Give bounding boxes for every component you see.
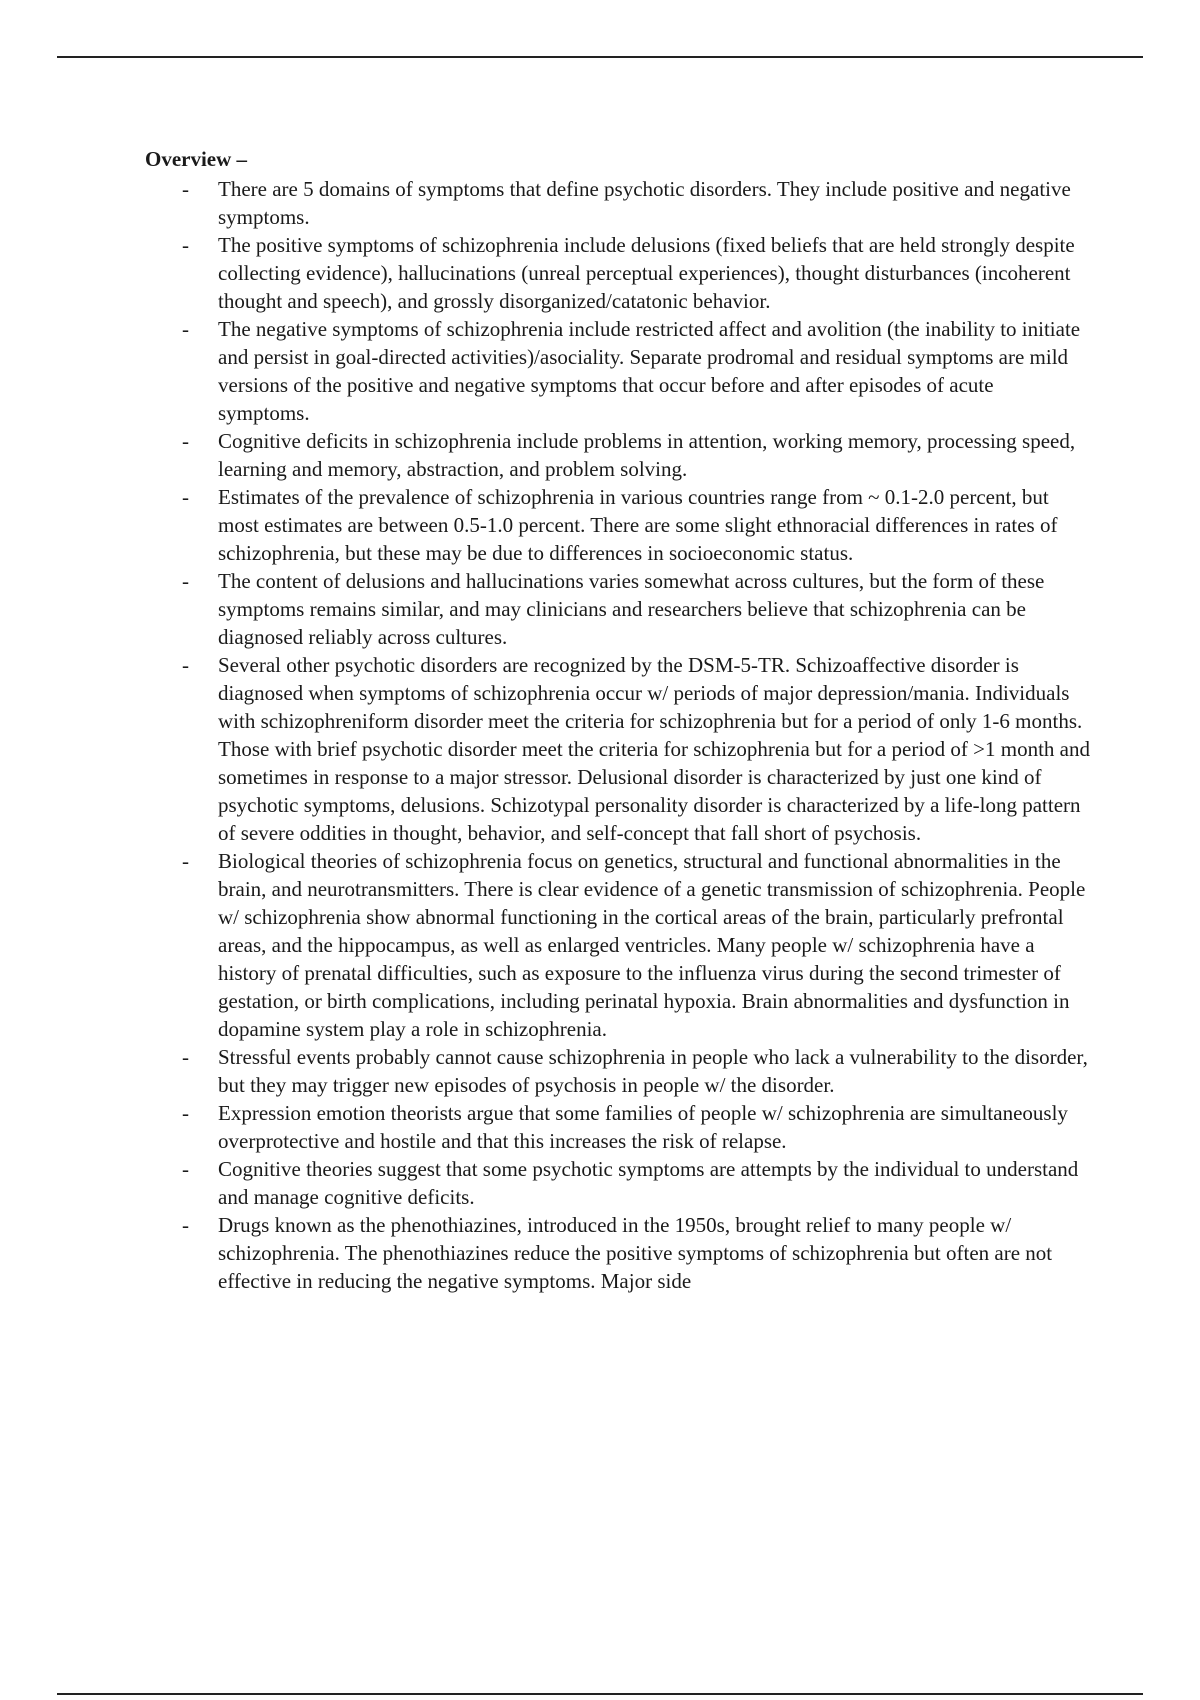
bullet-dash: - — [182, 569, 189, 593]
list-item — [145, 231, 1090, 315]
list-item-text: The content of delusions and hallucinations varies somewhat across cultures, but the form of these symptoms remains similar, and may clinicians and researchers believe that schizophrenia can be diagnosed reliably across cultures. — [218, 569, 1045, 649]
list-item-text: The negative symptoms of schizophrenia include restricted affect and avolition (the inability to initiate and persist in goal-directed activities)/asociality. Separate prodromal and residual symptoms are mild versions of the positive and negative symptoms that occur before and after episodes of acute symptoms. — [218, 317, 1081, 425]
bullet-dash: - — [182, 1213, 189, 1237]
list-item — [145, 567, 1090, 651]
list-item-text: Expression emotion theorists argue that some families of people w/ schizophrenia are simultaneously overprotective and hostile and that this increases the risk of relapse. — [218, 1101, 1068, 1153]
bullet-dash: - — [182, 485, 189, 509]
bullet-dash: - — [182, 849, 189, 873]
bullet-dash: - — [182, 1101, 189, 1125]
bullet-dash: - — [182, 233, 189, 257]
list-item — [145, 847, 1090, 1043]
list-item — [145, 427, 1090, 483]
list-item — [145, 1211, 1090, 1295]
list-item — [145, 1155, 1090, 1211]
list-item — [145, 175, 1090, 231]
list-item-text: Cognitive theories suggest that some psychotic symptoms are attempts by the individual to understand and manage cognitive deficits. — [218, 1157, 1079, 1209]
list-item-text: Drugs known as the phenothiazines, introduced in the 1950s, brought relief to many people w/ schizophrenia. The phenothiazines reduce the positive symptoms of schizophrenia but often are not effective in reducing the negative symptoms. Major side — [218, 1213, 1053, 1293]
overview-heading: Overview – — [145, 147, 248, 171]
bullet-dash: - — [182, 317, 189, 341]
bullet-dash: - — [182, 1045, 189, 1069]
bullet-dash: - — [182, 177, 189, 201]
list-item — [145, 315, 1090, 427]
overview-bullet-list — [145, 175, 1090, 1295]
list-item — [145, 483, 1090, 567]
list-item — [145, 1043, 1090, 1099]
document-body — [145, 145, 1090, 1295]
list-item-text: There are 5 domains of symptoms that define psychotic disorders. They include positive and negative symptoms. — [218, 177, 1071, 229]
list-item-text: Estimates of the prevalence of schizophrenia in various countries range from ~ 0.1-2.0 percent, but most estimates are between 0.5-1.0 percent. There are some slight ethnoracial differences in rates of schizophrenia, but these may be due to differences in socioeconomic status. — [218, 485, 1058, 565]
list-item-text: Biological theories of schizophrenia focus on genetics, structural and functional abnormalities in the brain, and neurotransmitters. There is clear evidence of a genetic transmission of schizophrenia. People w/ schizophrenia show abnormal functioning in the cortical areas of the brain, particularly prefrontal areas, and the hippocampus, as well as enlarged ventricles. Many people w/ schizophrenia have a history of prenatal difficulties, such as exposure to the influenza virus during the second trimester of gestation, or birth complications, including perinatal hypoxia. Brain abnormalities and dysfunction in dopamine system play a role in schizophrenia. — [218, 849, 1086, 1041]
bullet-dash: - — [182, 653, 189, 677]
bullet-dash: - — [182, 429, 189, 453]
bottom-rule — [57, 1693, 1143, 1695]
list-item — [145, 1099, 1090, 1155]
list-item-text: Several other psychotic disorders are recognized by the DSM-5-TR. Schizoaffective disorder is diagnosed when symptoms of schizophrenia occur w/ periods of major depression/mania. Individuals with schizophreniform disorder meet the criteria for schizophrenia but for a period of only 1-6 months. Those with brief psychotic disorder meet the criteria for schizophrenia but for a period of >1 month and sometimes in response to a major stressor. Delusional disorder is characterized by just one kind of psychotic symptoms, delusions. Schizotypal personality disorder is characterized by a life-long pattern of severe oddities in thought, behavior, and self-concept that fall short of psychosis. — [218, 653, 1090, 845]
list-item-text: Cognitive deficits in schizophrenia include problems in attention, working memory, processing speed, learning and memory, abstraction, and problem solving. — [218, 429, 1076, 481]
list-item-text: Stressful events probably cannot cause schizophrenia in people who lack a vulnerability to the disorder, but they may trigger new episodes of psychosis in people w/ the disorder. — [218, 1045, 1088, 1097]
bullet-dash: - — [182, 1157, 189, 1181]
list-item-text: The positive symptoms of schizophrenia include delusions (fixed beliefs that are held strongly despite collecting evidence), hallucinations (unreal perceptual experiences), thought disturbances (incoherent thought and speech), and grossly disorganized/catatonic behavior. — [218, 233, 1075, 313]
list-item — [145, 651, 1090, 847]
top-rule — [57, 56, 1143, 58]
